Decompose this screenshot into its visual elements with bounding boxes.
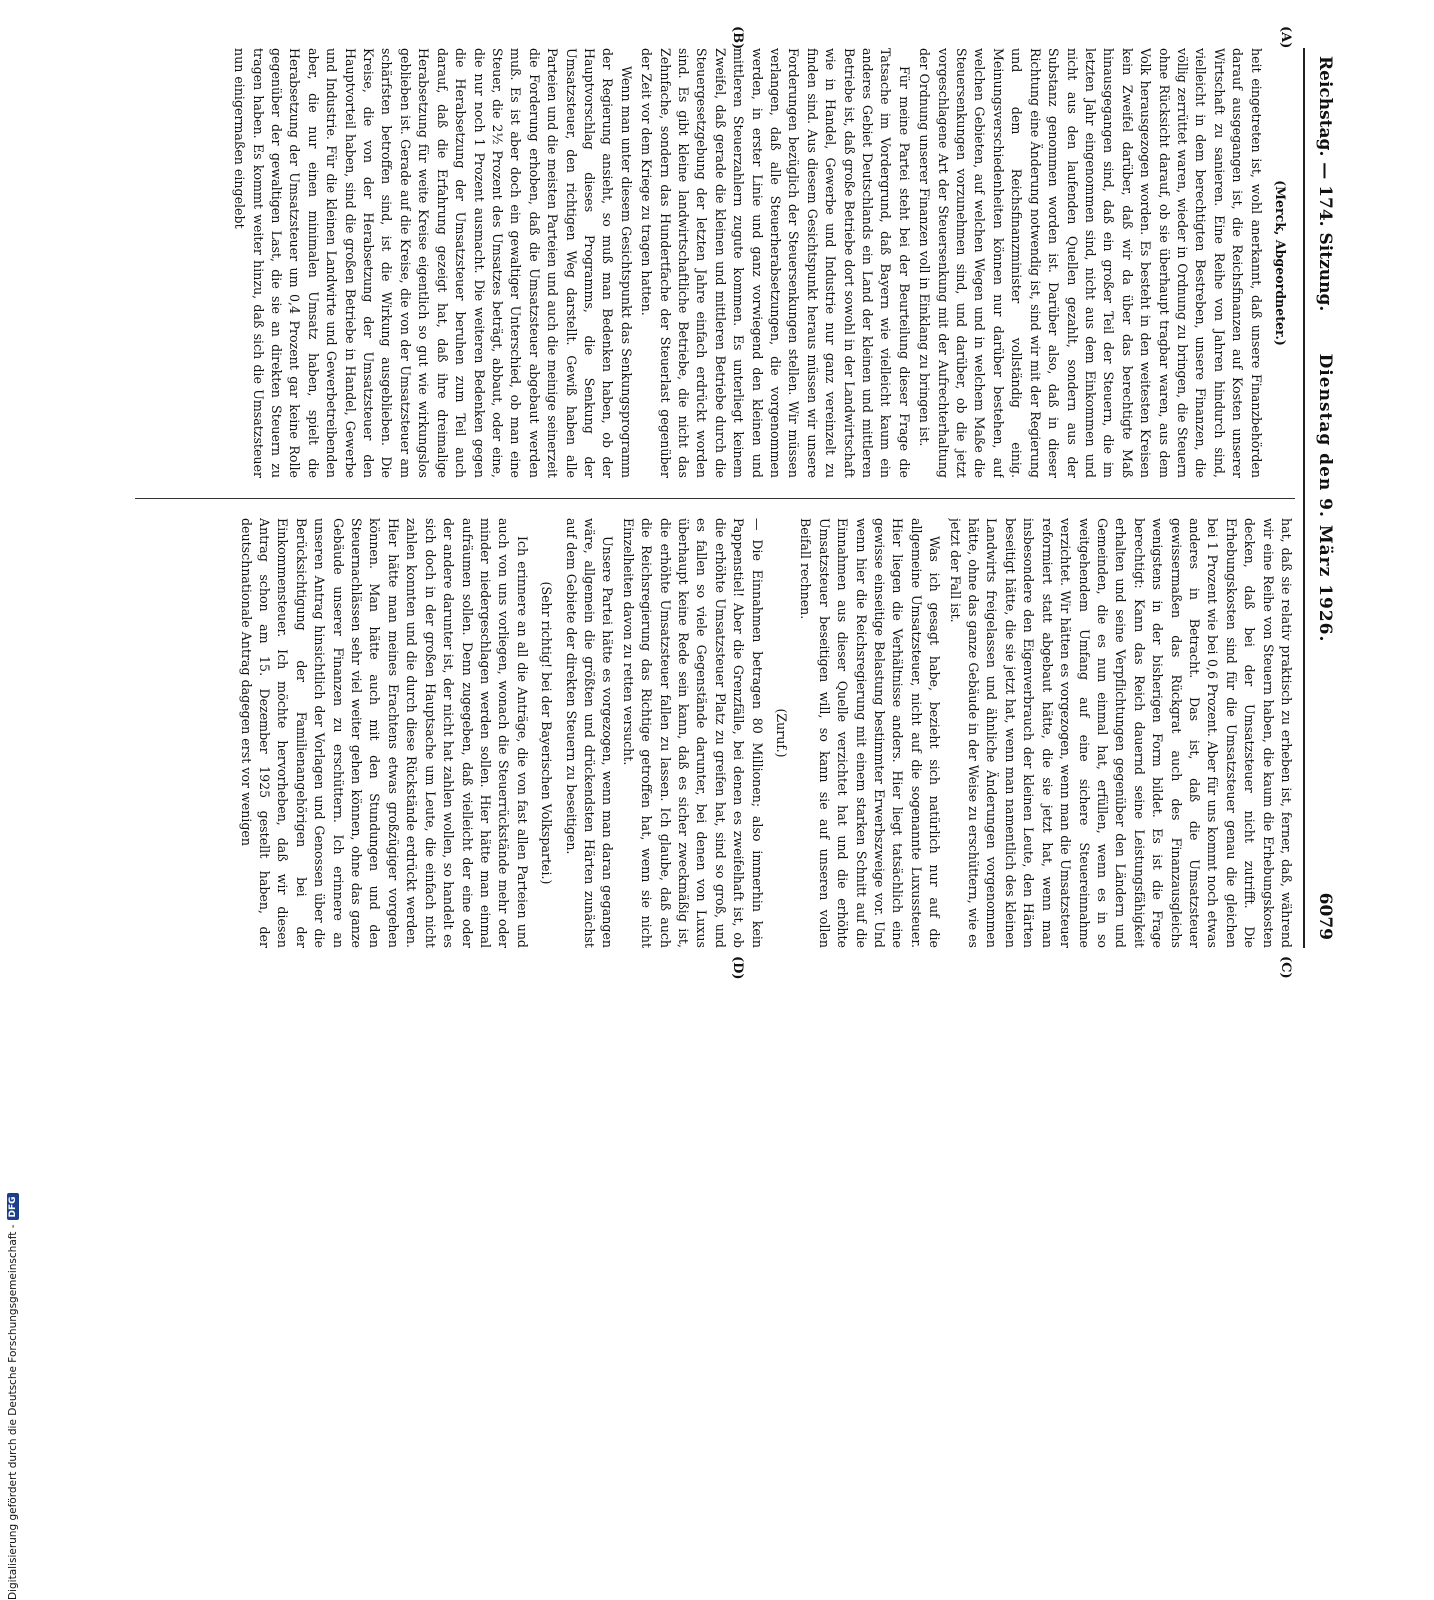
column-divider (135, 498, 1295, 499)
paragraph: Wenn man unter diesem Gesichtspunkt das Senkungsprogramm der Regierung ansieht, so muß man Bedenken haben, ob der Hauptvorschlag dieses Programms, die Senkung der Umsatzsteuer, den richtigen Weg darstellt. Gewiß haben alle Parteien und die meisten Parteien und auch die meinige seinerzeit die Forderung erhoben, daß die Umsatzsteuer abgebaut werden muß. Es ist aber doch ein gewaltiger Unterschied, ob man eine Steuer, die 2½ Prozent des Umsatzes beträgt, abbaut, oder eine, die nur noch 1 Prozent ausmacht. Die weiteren Bedenken gegen die Herabsetzung der Umsatzsteuer beruhen zum Teil auch darauf, daß die Erfahrung gezeigt hat, daß ihre dreimalige Herabsetzung für weite Kreise eigentlich so gut wie wirkungslos geblieben ist. Gerade auf die Kreise, die von der Umsatzsteuer am schärfsten betroffen sind, ist die Wirkung ausgeblieben. Die Kreise, die von der Herabsetzung der Umsatzsteuer den Hauptvorteil haben, sind die großen Betriebe in Handel, Gewerbe und Industrie. Für die kleinen Landwirte und Gewerbetreibenden aber, die nur einen minimalen Umsatz haben, spielt die Herabsetzung der Umsatzsteuer um 0,4 Prozent gar keine Rolle gegenüber der gewaltigen Last, die sie an direkten Steuern zu tragen haben. Es kommt weiter hinzu, daß sich die Umsatzsteuer nun einigermaßen eingelebt (232, 48, 634, 478)
margin-mark-b: (B) (730, 26, 745, 50)
interjection: (Sehr richtig! bei der Bayerischen Volkspartei.) (539, 581, 555, 885)
margin-mark-d: (D) (730, 956, 745, 980)
paragraph: Ich erinnere an all die Anträge, die von fast allen Parteien und auch von uns vorliegen, wonach die Steuerrückstände mehr oder minder niedergeschlagen werden sollen. Hier hätte man einmal aufräumen sollen. Denn zugegeben, daß vielleicht der eine oder der andere darunter ist, der nicht hat zahlen wollen, so handelt es sich doch in der großen Hauptsache um Leute, die einfach nicht zahlen konnten und die durch diese Rückstände erdrückt werden. Hier hätte man meines Erachtens etwas großzügiger vorgehen können. Man hätte auch mit den Stundungen und den Steuernachlässen sehr viel weiter gehen können, ohne das ganze Gebäude unserer Finanzen zu erschüttern. Ich erinnere an unseren Antrag hinsichtlich der Vorlagen und Genossen über die Berücksichtigung der Familienangehörigen bei der Einkommensteuer. Ich möchte hervorheben, daß wir diesen Antrag schon am 15. Dezember 1925 gestellt haben, der deutschnationale Antrag dagegen erst vor wenigen (238, 518, 530, 948)
left-column (135, 48, 1295, 478)
margin-mark-a: (A) (1278, 26, 1293, 49)
paragraph: — Die Einnahmen betragen 80 Millionen; also immerhin kein Pappenstiel! Aber die Grenzfälle, bei denen es zweifelhaft ist, ob die erhöhte Umsatzsteuer Platz zu greifen hat, sind so groß, und es fallen so viele Gegenstände darunter, bei denen von Luxus überhaupt keine Rede sein kann, daß es sicher zweckmäßig ist, die erhöhte Umsatzsteuer fallen zu lassen. Ich glaube, daß auch die Reichsregierung das Richtige getroffen hat, wenn sie nicht Einzelheiten davon zu retten versucht. (620, 518, 765, 948)
header-date: Dienstag den 9. März 1926. (1315, 353, 1335, 643)
header-session: Reichstag. — 174. Sitzung. (1315, 56, 1335, 312)
page-header (1305, 48, 1345, 948)
paragraph: hat, daß sie relativ praktisch zu erheben ist, ferner, daß, während wir eine Reihe von Steuern haben, die kaum die Erhebungskosten decken, daß bei der Umsatzsteuer nicht zutrifft. Die Erhebungskosten sind für die Umsatzsteuer genau die gleichen bei 1 Prozent wie bei 0,6 Prozent. Aber für uns kommt noch etwas anderes in Betracht. Das ist, daß die Umsatzsteuer gewissermaßen das Rückgrat auch des Finanzausgleichs wenigstens in der bisherigen Form bildet. Es ist die Frage berechtigt: Kann das Reich dauernd seine Leistungsfähigkeit erhalten und seine Verpflichtungen gegenüber den Ländern und Gemeinden, die es nun einmal hat, erfüllen, wenn es in so weitgehendem Umfang auf eine sichere Steuereinnahme verzichtet. Wir hätten es vorgezogen, wenn man die Umsatzsteuer reformiert statt abgebaut hätte, die sie jetzt hat, wenn man insbesondere den Eigenverbrauch der kleinen Leute, den Härten beseitigt hätte, die sie jetzt hat, wenn man namentlich des kleinen Landwirts freigelassen und ähnliche Änderungen vorgenommen hätte, ohne das ganze Gebäude in der Weise zu erschüttern, wie es jetzt der Fall ist. (947, 518, 1294, 948)
speaker-line: (Merck, Abgeordneter.) (1273, 180, 1288, 346)
interjection: (Zuruf.) (774, 708, 790, 758)
paragraph: Für meine Partei steht bei der Beurteilung dieser Frage die Tatsache im Vordergrund, daß Bayern wie vielleicht kaum ein anderes Gebiet Deutschlands ein Land der kleinen und mittleren Betriebe ist, daß große Betriebe dort sowohl in der Landwirtschaft wie in Handel, Gewerbe und Industrie nur ganz vereinzelt zu finden sind. Aus diesem Gesichtspunkt heraus müssen wir unsere Forderungen bezüglich der Steuersenkungen stellen. Wir müssen verlangen, daß alle Steuerherabsetzungen, die vorgenommen werden, in erster Linie und ganz vorwiegend den kleinen und mittleren Steuerzahlern zugute kommen. Es unterliegt keinem Zweifel, daß gerade die kleinen und mittleren Betriebe durch die Steuergesetzgebung der letzten Jahre einfach erdrückt worden sind. Es gibt kleine landwirtschaftliche Betriebe, die nicht das Zehnfache, sondern das Hundertfache der Steuerlast gegenüber der Zeit vor dem Kriege zu tragen hatten. (639, 48, 912, 478)
page-number: 6079 (1315, 892, 1335, 940)
paragraph: Unsere Partei hätte es vorgezogen, wenn man daran gegangen wäre, allgemein die größten und drückendsten Härten zunächst auf dem Gebiete der direkten Steuern zu beseitigen. (563, 518, 616, 948)
header-rule (1303, 48, 1305, 948)
margin-mark-c: (C) (1278, 956, 1293, 979)
right-column (135, 518, 1295, 948)
document-page (115, 26, 1345, 980)
paragraph: Was ich gesagt habe, bezieht sich natürlich nur auf die allgemeine Umsatzsteuer, nicht auf die sogenannte Luxussteuer. Hier liegen die Verhältnisse anders. Hier liegt tatsächlich eine gewisse einseitige Belastung bestimmter Erwerbszweige vor. Und wenn hier die Reichsregierung mit einem starken Schnitt auf die Einnahmen aus dieser Quelle verzichtet hat und die erhöhte Umsatzsteuer beseitigen will, so kann sie auf unseren vollen Beifall rechnen. (798, 518, 943, 948)
credit-text: Digitalisierung gefördert durch die Deutsche Forschungsgemeinschaft - (7, 1224, 19, 1600)
digitization-credit (4, 610, 22, 1600)
paragraph: heit eingetreten ist, wohl anerkannt, daß unsere Finanzbehörden darauf ausgegangen ist, die Reichsfinanzen auf Kosten unserer Wirtschaft zu sanieren. Eine Reihe von Jahren hindurch sind, vielleicht in dem berechtigten Bestreben, unsere Finanzen, die völlig zerrüttet waren, wieder in Ordnung zu bringen, die Steuern ohne Rücksicht darauf, ob sie überhaupt tragbar waren, aus dem Volk herausgezogen worden. Es besteht in den weitesten Kreisen kein Zweifel darüber, daß wir da über das berechtigte Maß hinausgegangen sind, daß ein großer Teil der Steuern, die im letzten Jahr eingenommen sind, nicht aus dem Einkommen und nicht aus den laufenden Quellen gezahlt, sondern aus der Substanz genommen worden ist. Darüber also, daß in dieser Richtung eine Änderung notwendig ist, sind wir mit der Regierung und dem Reichsfinanzminister vollständig einig. Meinungsverschiedenheiten können nur darüber bestehen, auf welchen Gebieten, auf welchen Wegen und in welchem Maße die Steuersenkungen vorzunehmen sind, und darüber, ob die jetzt vorgeschlagene Art der Steuersenkung mit der Aufrechterhaltung der Ordnung unserer Finanzen voll in Einklang zu bringen ist. (917, 48, 1264, 478)
dfg-logo: DFG (7, 1193, 19, 1220)
